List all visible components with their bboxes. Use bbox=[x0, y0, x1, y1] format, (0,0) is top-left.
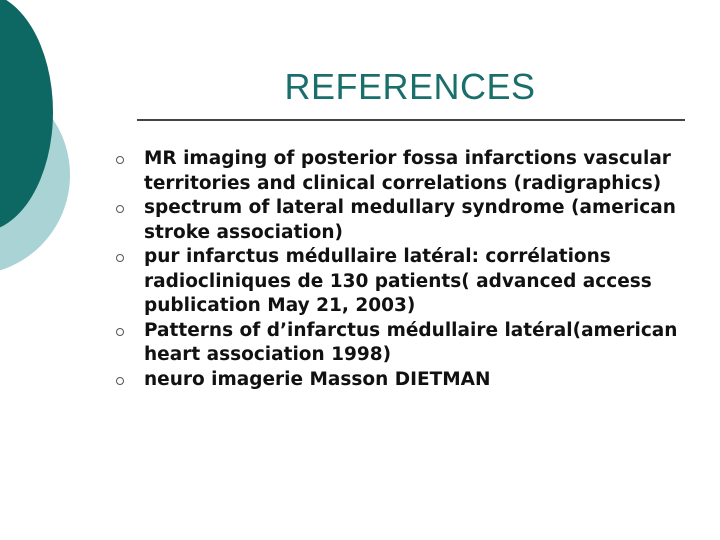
list-item bbox=[116, 196, 696, 245]
circle-bullet-icon bbox=[116, 328, 124, 336]
title-divider bbox=[137, 119, 685, 121]
reference-text: Patterns of d’infarctus médullaire latéral(american heart association 1998) bbox=[144, 319, 678, 365]
list-item bbox=[116, 147, 696, 196]
reference-text: neuro imagerie Masson DIETMAN bbox=[144, 368, 491, 390]
reference-text: spectrum of lateral medullary syndrome (american stroke association) bbox=[144, 197, 676, 243]
decorative-circles bbox=[0, 0, 120, 300]
circle-bullet-icon bbox=[116, 205, 124, 213]
circle-bullet-icon bbox=[116, 377, 124, 385]
list-item bbox=[116, 245, 696, 319]
slide-title: REFERENCES bbox=[284, 66, 536, 107]
reference-text: pur infarctus médullaire latéral: corrélations radiocliniques de 130 patients( advanced access publication May 21, 2003) bbox=[144, 246, 652, 316]
reference-list bbox=[116, 147, 696, 392]
list-item bbox=[116, 368, 696, 393]
reference-text: MR imaging of posterior fossa infarctions vascular territories and clinical correlations (radigraphics) bbox=[144, 148, 671, 194]
circle-bullet-icon bbox=[116, 254, 124, 262]
list-item bbox=[116, 319, 696, 368]
circle-bullet-icon bbox=[116, 156, 124, 164]
